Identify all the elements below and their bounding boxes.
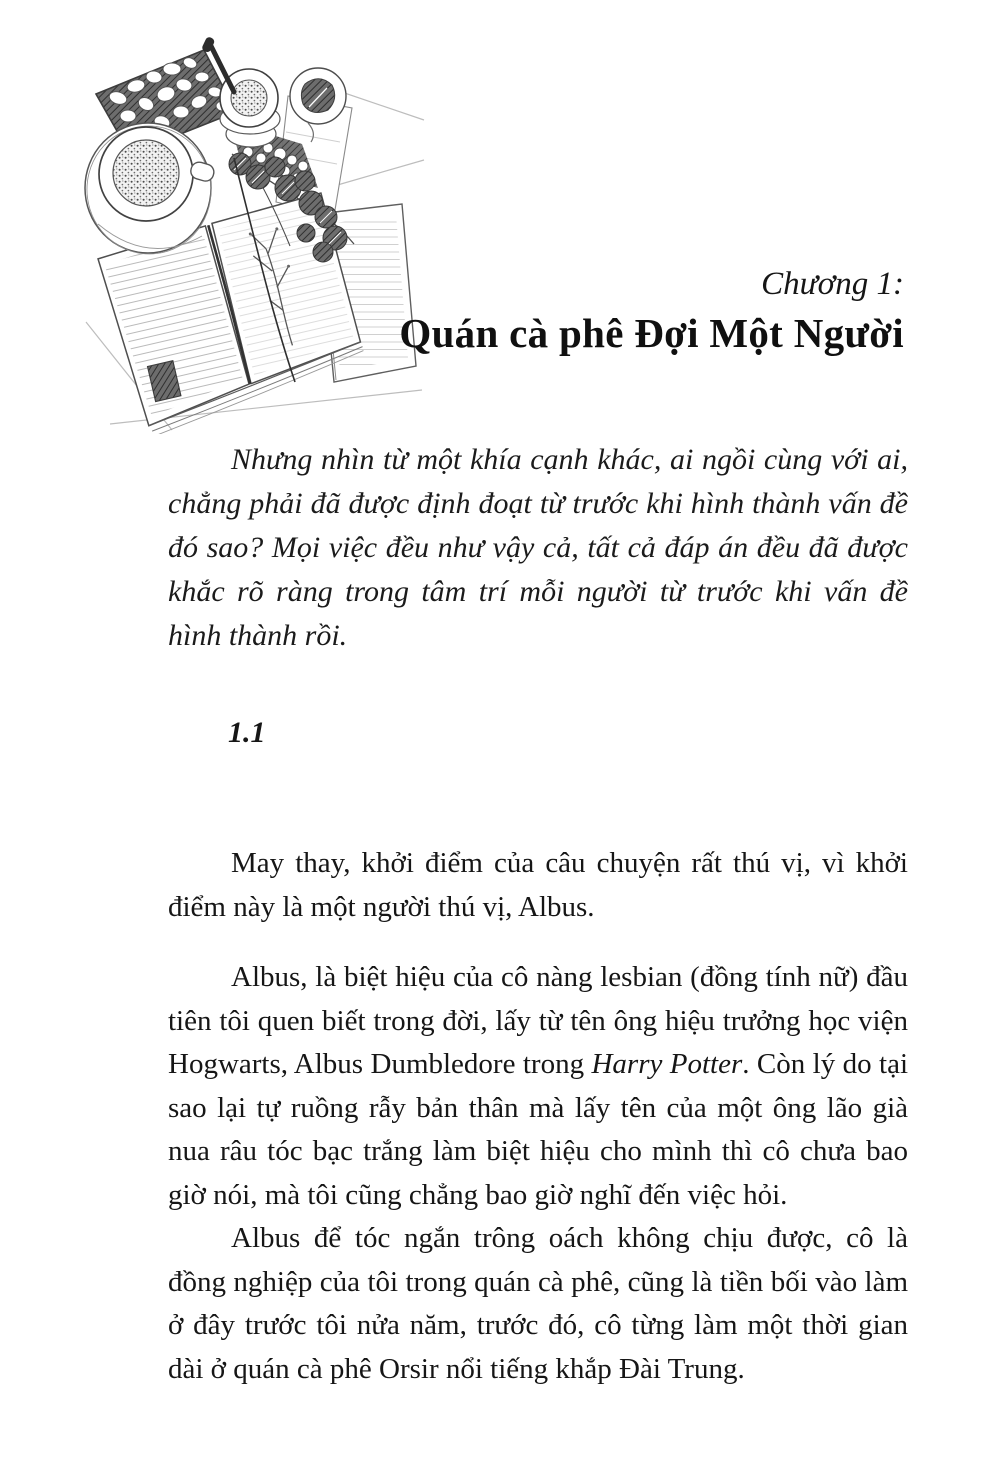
book-title-italic: Harry Potter [591, 1048, 743, 1080]
chapter-number-label: Chương 1: [761, 266, 904, 302]
paragraph-1: May thay, khởi điểm của câu chuyện rất thú vị, vì khởi điểm này là một người thú vị, Albus. [168, 847, 908, 923]
paragraph-2 [168, 956, 908, 1217]
epigraph-quote: Nhưng nhìn từ một khía cạnh khác, ai ngồi cùng với ai, chẳng phải đã được định đoạt từ trước khi hình thành vấn đề đó sao? Mọi việc đều như vậy cả, tất cả đáp án đều đã được khắc rõ ràng trong tâm trí mỗi người từ trước khi vấn đề hình thành rồi. [168, 443, 908, 652]
paragraph-2-text: Albus, là biệt hiệu của cô nàng lesbian (đồng tính nữ) đầu tiên tôi quen biết trong đời, lấy từ tên ông hiệu trưởng học viện Hogwarts, Albus Dumbledore trong [168, 961, 908, 1080]
section-marker: 1.1 [228, 716, 266, 749]
coffee-table-sketch-illustration [82, 36, 427, 434]
chapter-title: Quán cà phê Đợi Một Người [399, 309, 904, 356]
chapter-heading [264, 266, 904, 357]
paragraph-2-text-cont: . Còn lý do tại sao lại tự ruồng rẫy bản thân mà lấy tên của một ông lão già nua râu tóc bạc trắng làm biệt hiệu cho mình thì cô chưa bao giờ nói, mà tôi cũng chẳng bao giờ nghĩ đến việc hỏi. [168, 1048, 909, 1211]
body-text [168, 842, 908, 1391]
paragraph-3: Albus để tóc ngắn trông oách không chịu được, cô là đồng nghiệp của tôi trong quán cà phê, cũng là tiền bối vào làm ở đây trước tôi nửa năm, trước đó, cô từng làm một thời gian dài ở quán cà phê Orsir nổi tiếng khắp Đài Trung. [168, 1222, 908, 1385]
